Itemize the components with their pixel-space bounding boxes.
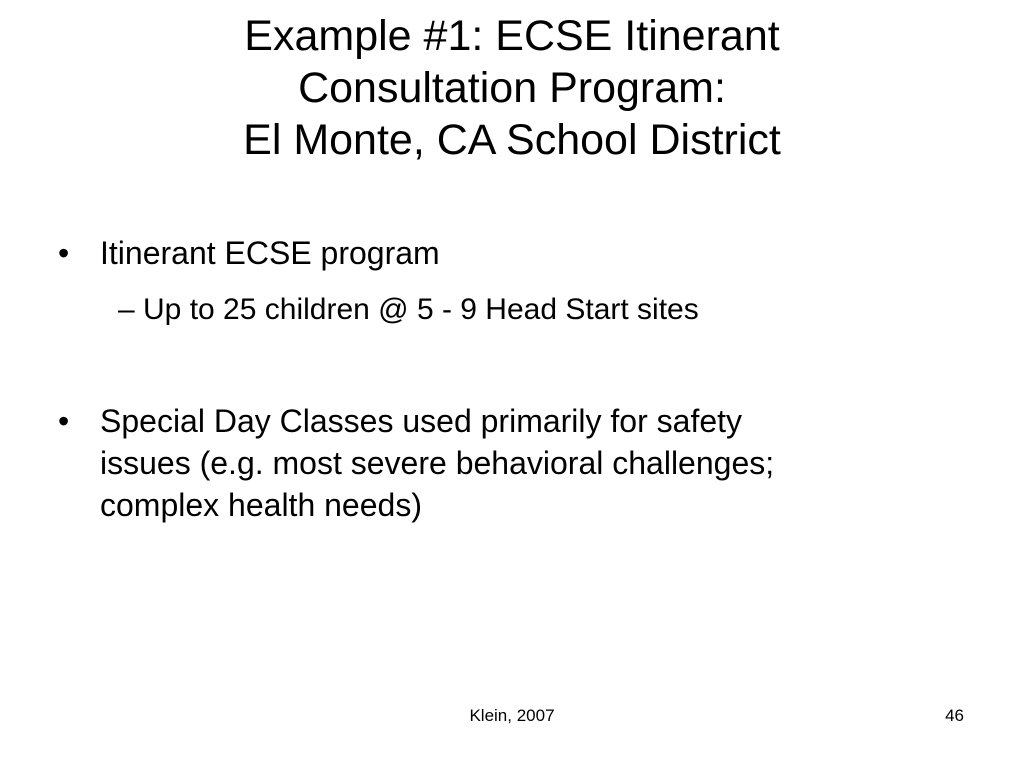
bullet-2-line-1: Special Day Classes used primarily for safety: [100, 403, 743, 439]
page-number: 46: [945, 706, 964, 725]
title-line-2: Consultation Program:: [298, 64, 726, 112]
title-line-3: El Monte, CA School District: [243, 116, 781, 164]
bullet-item-1: [58, 232, 978, 274]
slide-title: [60, 10, 964, 166]
bullet-text-2: [100, 400, 980, 526]
title-line-1: Example #1: ECSE Itinerant: [244, 12, 780, 60]
bullet-2-line-3: complex health needs): [100, 487, 422, 523]
bullet-2-line-2: issues (e.g. most severe behavioral challenges;: [100, 445, 775, 481]
footer-citation: Klein, 2007: [469, 706, 555, 725]
bullet-text-1: [100, 232, 980, 274]
bullet-1-line-1: Itinerant ECSE program: [100, 235, 440, 271]
bullet-item-2: [58, 400, 978, 526]
sub-bullet-item-1: – Up to 25 children @ 5 - 9 Head Start sites: [118, 293, 699, 326]
bullet-icon: •: [58, 235, 70, 271]
bullet-icon: •: [58, 403, 70, 439]
